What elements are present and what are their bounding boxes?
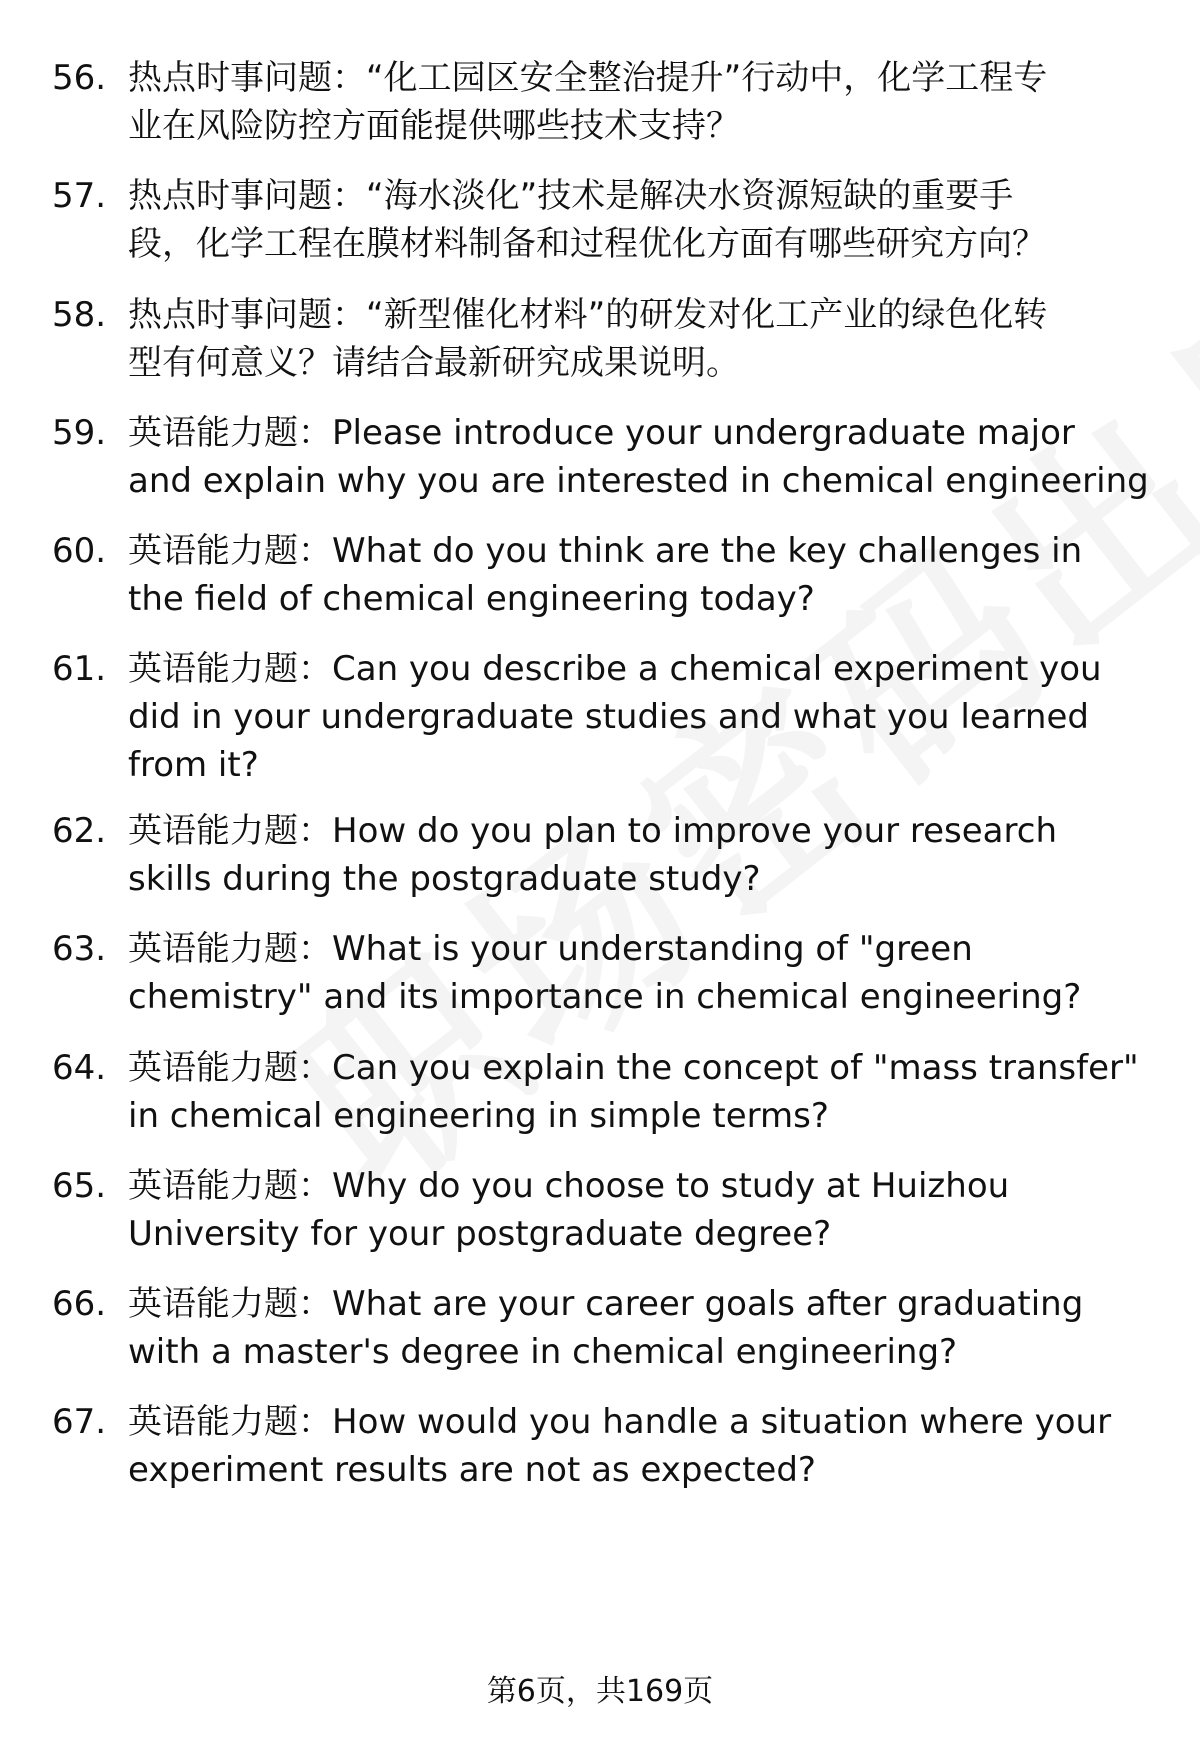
question-number: 66. — [52, 1284, 107, 1324]
question-text — [128, 172, 1200, 268]
question-line: University for your postgraduate degree? — [128, 1214, 832, 1254]
question-line: 热点时事问题：“化工园区安全整治提升”行动中，化学工程专 — [128, 58, 1048, 98]
question-text — [128, 409, 1200, 505]
question-line: 热点时事问题：“新型催化材料”的研发对化工产业的绿色化转 — [128, 295, 1048, 335]
question-line: 英语能力题：What are your career goals after graduating — [128, 1284, 1084, 1324]
question-line: from it? — [128, 745, 259, 785]
question-number: 63. — [52, 929, 107, 969]
question-number: 62. — [52, 811, 107, 851]
question-line: 英语能力题：Please introduce your undergraduate major — [128, 413, 1075, 453]
question-line: 英语能力题：What is your understanding of "green — [128, 929, 973, 969]
question-text — [128, 925, 1200, 1021]
question-line: 英语能力题：Why do you choose to study at Huizhou — [128, 1166, 1010, 1206]
question-number: 58. — [52, 295, 107, 335]
question-line: did in your undergraduate studies and what you learned — [128, 697, 1089, 737]
question-line: 英语能力题：What do you think are the key challenges in — [128, 531, 1083, 571]
question-number: 64. — [52, 1048, 107, 1088]
question-line: 热点时事问题：“海水淡化”技术是解决水资源短缺的重要手 — [128, 176, 1014, 216]
question-number: 61. — [52, 649, 107, 689]
question-line: 英语能力题：Can you explain the concept of "mass transfer" — [128, 1048, 1139, 1088]
question-text — [128, 645, 1200, 789]
question-text — [128, 1044, 1200, 1140]
question-text — [128, 1280, 1200, 1376]
question-line: in chemical engineering in simple terms? — [128, 1096, 829, 1136]
question-text — [128, 54, 1200, 150]
question-number: 65. — [52, 1166, 107, 1206]
question-line: 业在风险防控方面能提供哪些技术支持？ — [128, 106, 740, 146]
question-number: 56. — [52, 58, 107, 98]
question-line: experiment results are not as expected? — [128, 1450, 816, 1490]
question-text — [128, 1162, 1200, 1258]
question-number: 57. — [52, 176, 107, 216]
question-line: the field of chemical engineering today? — [128, 579, 815, 619]
question-number: 59. — [52, 413, 107, 453]
question-line: 英语能力题：How do you plan to improve your research — [128, 811, 1057, 851]
question-line: and explain why you are interested in chemical engineering — [128, 461, 1149, 501]
question-text — [128, 291, 1200, 387]
question-line: chemistry" and its importance in chemical engineering? — [128, 977, 1082, 1017]
question-text — [128, 807, 1200, 903]
question-line: with a master's degree in chemical engineering? — [128, 1332, 958, 1372]
question-line: 英语能力题：How would you handle a situation where your — [128, 1402, 1112, 1442]
question-number: 60. — [52, 531, 107, 571]
question-line: skills during the postgraduate study? — [128, 859, 761, 899]
question-text — [128, 527, 1200, 623]
page-number: 第6页，共169页 — [486, 1674, 714, 1709]
question-number: 67. — [52, 1402, 107, 1442]
question-line: 段，化学工程在膜材料制备和过程优化方面有哪些研究方向？ — [128, 224, 1046, 264]
question-line: 型有何意义？请结合最新研究成果说明。 — [128, 343, 740, 383]
question-text — [128, 1398, 1200, 1494]
question-line: 英语能力题：Can you describe a chemical experiment you — [128, 649, 1102, 689]
